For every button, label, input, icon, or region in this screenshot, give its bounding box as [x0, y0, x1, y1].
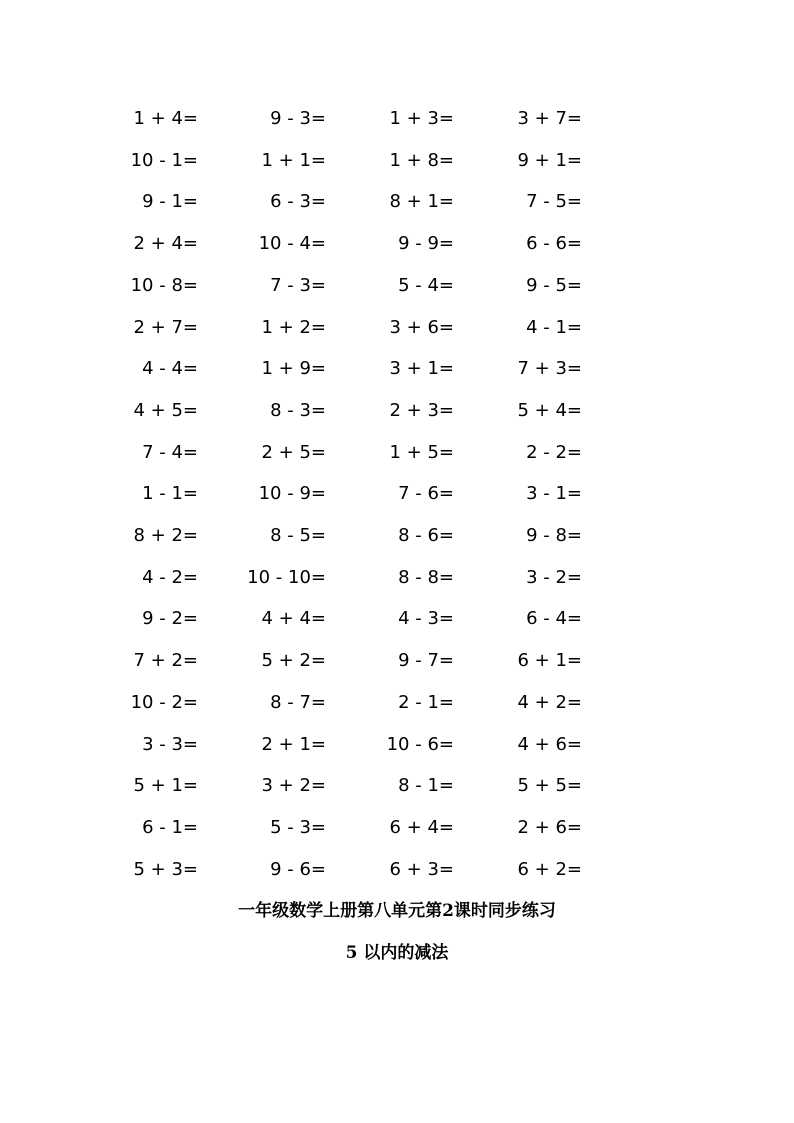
arithmetic-problem: 8 + 1=: [389, 191, 454, 213]
arithmetic-problem: 1 + 5=: [389, 441, 454, 463]
problem-row: [0, 691, 794, 715]
arithmetic-problem: 1 + 9=: [261, 358, 326, 380]
arithmetic-problem: 10 - 4=: [258, 233, 326, 255]
arithmetic-problem: 3 + 6=: [389, 316, 454, 338]
problem-row: [0, 649, 794, 673]
problem-row: [0, 107, 794, 131]
arithmetic-problem: 8 - 8=: [398, 566, 454, 588]
arithmetic-problem: 1 + 2=: [261, 316, 326, 338]
arithmetic-problem: 5 + 3=: [133, 858, 198, 880]
arithmetic-problem: 4 + 6=: [517, 733, 582, 755]
arithmetic-problem: 10 - 9=: [258, 483, 326, 505]
arithmetic-problem: 3 + 1=: [389, 358, 454, 380]
arithmetic-problem: 3 + 2=: [261, 775, 326, 797]
arithmetic-problem: 4 + 5=: [133, 399, 198, 421]
arithmetic-problem: 6 + 4=: [389, 816, 454, 838]
arithmetic-problem: 10 - 6=: [386, 733, 454, 755]
arithmetic-problem: 8 - 3=: [270, 399, 326, 421]
arithmetic-problem: 2 + 4=: [133, 233, 198, 255]
arithmetic-problem: 7 + 2=: [133, 650, 198, 672]
arithmetic-problem: 10 - 10=: [247, 566, 326, 588]
arithmetic-problem: 4 - 1=: [526, 316, 582, 338]
arithmetic-problem: 5 + 1=: [133, 775, 198, 797]
arithmetic-problem: 5 - 3=: [270, 816, 326, 838]
arithmetic-problem: 9 - 6=: [270, 858, 326, 880]
problem-row: [0, 441, 794, 465]
arithmetic-problem: 2 - 2=: [526, 441, 582, 463]
arithmetic-problem: 2 + 1=: [261, 733, 326, 755]
arithmetic-problem: 10 - 2=: [130, 691, 198, 713]
arithmetic-problem: 7 - 5=: [526, 191, 582, 213]
arithmetic-problem: 10 - 1=: [130, 149, 198, 171]
arithmetic-problem: 5 - 4=: [398, 274, 454, 296]
problem-row: [0, 774, 794, 798]
arithmetic-problem: 8 - 7=: [270, 691, 326, 713]
problem-row: [0, 524, 794, 548]
arithmetic-problem: 9 - 9=: [398, 233, 454, 255]
arithmetic-problem: 4 - 2=: [142, 566, 198, 588]
arithmetic-problem: 5 + 5=: [517, 775, 582, 797]
arithmetic-problem: 9 + 1=: [517, 149, 582, 171]
arithmetic-problem: 7 - 4=: [142, 441, 198, 463]
arithmetic-problem: 2 + 3=: [389, 399, 454, 421]
arithmetic-problem: 7 - 6=: [398, 483, 454, 505]
arithmetic-problem: 2 + 5=: [261, 441, 326, 463]
arithmetic-problem: 5 + 4=: [517, 399, 582, 421]
problem-row: [0, 190, 794, 214]
problem-row: [0, 482, 794, 506]
problem-row: [0, 274, 794, 298]
arithmetic-problem: 8 + 2=: [133, 525, 198, 546]
arithmetic-problem: 1 + 1=: [261, 149, 326, 171]
worksheet-title: 一年级数学上册第八单元第2课时同步练习: [238, 901, 556, 921]
arithmetic-problem: 9 - 8=: [526, 525, 582, 546]
arithmetic-problem: 2 - 1=: [398, 691, 454, 713]
arithmetic-problem: 6 - 6=: [526, 233, 582, 255]
arithmetic-problem: 8 - 1=: [398, 775, 454, 797]
arithmetic-problem: 3 + 7=: [517, 108, 582, 129]
problem-row: [0, 399, 794, 423]
arithmetic-problem: 6 - 4=: [526, 608, 582, 630]
arithmetic-problem: 1 + 4=: [133, 108, 198, 129]
problem-row: [0, 149, 794, 173]
arithmetic-problem: 9 - 5=: [526, 274, 582, 296]
problem-row: [0, 816, 794, 840]
arithmetic-problem: 4 + 2=: [517, 691, 582, 713]
arithmetic-problem: 2 + 7=: [133, 316, 198, 338]
arithmetic-problem: 10 - 8=: [130, 274, 198, 296]
problem-row: [0, 607, 794, 631]
arithmetic-problem: 6 + 3=: [389, 858, 454, 880]
arithmetic-problem: 6 - 1=: [142, 816, 198, 838]
arithmetic-problem: 6 + 1=: [517, 650, 582, 672]
arithmetic-problem: 4 + 4=: [261, 608, 326, 630]
arithmetic-problem: 5 + 2=: [261, 650, 326, 672]
problem-row: [0, 232, 794, 256]
arithmetic-problem: 6 + 2=: [517, 858, 582, 880]
arithmetic-problem: 3 - 1=: [526, 483, 582, 505]
arithmetic-problem: 1 - 1=: [142, 483, 198, 505]
problem-row: [0, 733, 794, 757]
problem-row: [0, 357, 794, 381]
arithmetic-problem: 3 - 3=: [142, 733, 198, 755]
arithmetic-problem: 7 + 3=: [517, 358, 582, 380]
arithmetic-problem: 9 - 3=: [270, 108, 326, 129]
arithmetic-problem: 1 + 3=: [389, 108, 454, 129]
arithmetic-problem: 8 - 6=: [398, 525, 454, 546]
arithmetic-problem: 4 - 4=: [142, 358, 198, 380]
arithmetic-problem: 9 - 2=: [142, 608, 198, 630]
arithmetic-problem: 3 - 2=: [526, 566, 582, 588]
arithmetic-problem: 4 - 3=: [398, 608, 454, 630]
arithmetic-problem: 8 - 5=: [270, 525, 326, 546]
worksheet-subtitle: 5 以内的减法: [345, 943, 449, 963]
problem-row: [0, 858, 794, 882]
arithmetic-problem: 9 - 7=: [398, 650, 454, 672]
problem-row: [0, 566, 794, 590]
arithmetic-problem: 9 - 1=: [142, 191, 198, 213]
arithmetic-problem: 6 - 3=: [270, 191, 326, 213]
problem-row: [0, 316, 794, 340]
arithmetic-problem: 2 + 6=: [517, 816, 582, 838]
arithmetic-problem: 1 + 8=: [389, 149, 454, 171]
arithmetic-problem: 7 - 3=: [270, 274, 326, 296]
